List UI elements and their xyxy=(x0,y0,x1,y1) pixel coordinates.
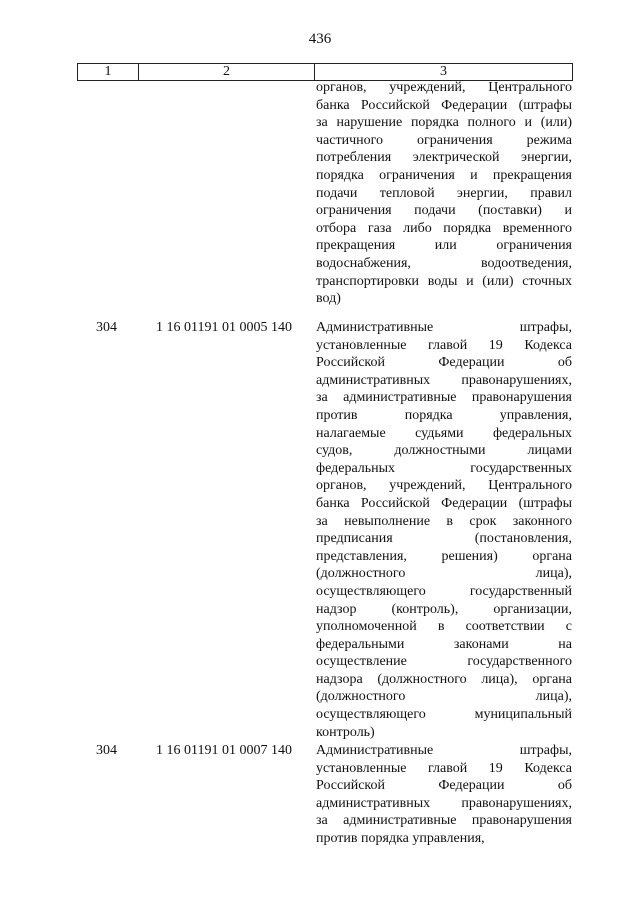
continuation-description-line: вод) xyxy=(316,291,341,307)
row-2-kbk-code: 1 16 01191 01 0007 140 xyxy=(156,743,292,758)
row-1-description-line: установленные главой 19 Кодекса xyxy=(316,337,572,353)
continuation-description-line: частичного ограничения режима xyxy=(316,132,572,148)
row-2-description-line: Административные штрафы, xyxy=(316,743,572,758)
row-1-description-line: контроль) xyxy=(316,724,375,740)
row-1-kbk-code: 1 16 01191 01 0005 140 xyxy=(156,320,292,335)
header-col-3: 3 xyxy=(440,64,447,79)
row-2-description xyxy=(316,742,572,848)
row-2-description-line: за административные правонарушения xyxy=(316,813,572,829)
row-1-description-line: Российской Федерации об xyxy=(316,355,572,371)
row-2-description-line: административных правонарушениях, xyxy=(316,795,572,811)
row-1-description-line: федеральными законами на xyxy=(316,636,572,652)
row-1-description-line: (должностного лица), xyxy=(316,689,572,705)
row-1-description-line: осуществляющего муниципальный xyxy=(316,707,572,723)
row-1-description-line: надзор (контроль), организации, xyxy=(316,601,572,617)
continuation-description-line: прекращения или ограничения xyxy=(316,238,572,254)
row-1-description-line: предписания (постановления, xyxy=(316,531,572,547)
row-1-description-line: (должностного лица), xyxy=(316,566,572,582)
continuation-description-line: подачи тепловой энергии, правил xyxy=(316,185,572,201)
continuation-description-line: порядка ограничения и прекращения xyxy=(316,167,572,183)
row-1-description-line: надзора (должностного лица), органа xyxy=(316,671,572,687)
row-1-description-line: банка Российской Федерации (штрафы xyxy=(316,495,572,511)
row-1-admin-code: 304 xyxy=(96,320,117,335)
row-1-description-line: Административные штрафы, xyxy=(316,320,572,335)
row-1-description xyxy=(316,319,572,741)
continuation-description-line: потребления электрической энергии, xyxy=(316,150,572,166)
page-number: 436 xyxy=(308,31,332,47)
row-1-description-line: административных правонарушениях, xyxy=(316,372,572,388)
continuation-description-line: транспортировки воды и (или) сточных xyxy=(316,273,572,289)
continuation-description-line: отбора газа либо порядка временного xyxy=(316,220,572,236)
row-2-description-line: против порядка управления, xyxy=(316,830,485,846)
row-1-description-line: представления, решения) органа xyxy=(316,548,572,564)
row-1-description-line: за невыполнение в срок законного xyxy=(316,513,572,529)
continuation-description-line: водоснабжения, водоотведения, xyxy=(316,255,572,271)
row-1-description-line: судов, должностными лицами xyxy=(316,443,572,459)
continuation-description-line: ограничения подачи (поставки) и xyxy=(316,203,572,219)
row-1-description-line: федеральных государственных xyxy=(316,460,572,476)
header-col-1: 1 xyxy=(78,64,139,80)
continuation-description xyxy=(316,79,572,308)
row-1-description-line: осуществление государственного xyxy=(316,654,572,670)
row-1-description-line: осуществляющего государственный xyxy=(316,583,572,599)
row-1-description-line: органов, учреждений, Центрального xyxy=(316,478,572,494)
row-1-description-line: уполномоченной в соответствии с xyxy=(316,619,572,635)
row-2-admin-code: 304 xyxy=(96,743,117,758)
continuation-description-line: органов, учреждений, Центрального xyxy=(316,80,572,95)
continuation-description-line: банка Российской Федерации (штрафы xyxy=(316,97,572,113)
row-2-description-line: Российской Федерации об xyxy=(316,778,572,794)
row-2-description-line: установленные главой 19 Кодекса xyxy=(316,760,572,776)
row-1-description-line: против порядка управления, xyxy=(316,407,572,423)
continuation-description-line: за нарушение порядка полного и (или) xyxy=(316,115,572,131)
row-1-description-line: за административные правонарушения xyxy=(316,390,572,406)
header-col-2: 2 xyxy=(139,64,315,80)
row-1-description-line: налагаемые судьями федеральных xyxy=(316,425,572,441)
